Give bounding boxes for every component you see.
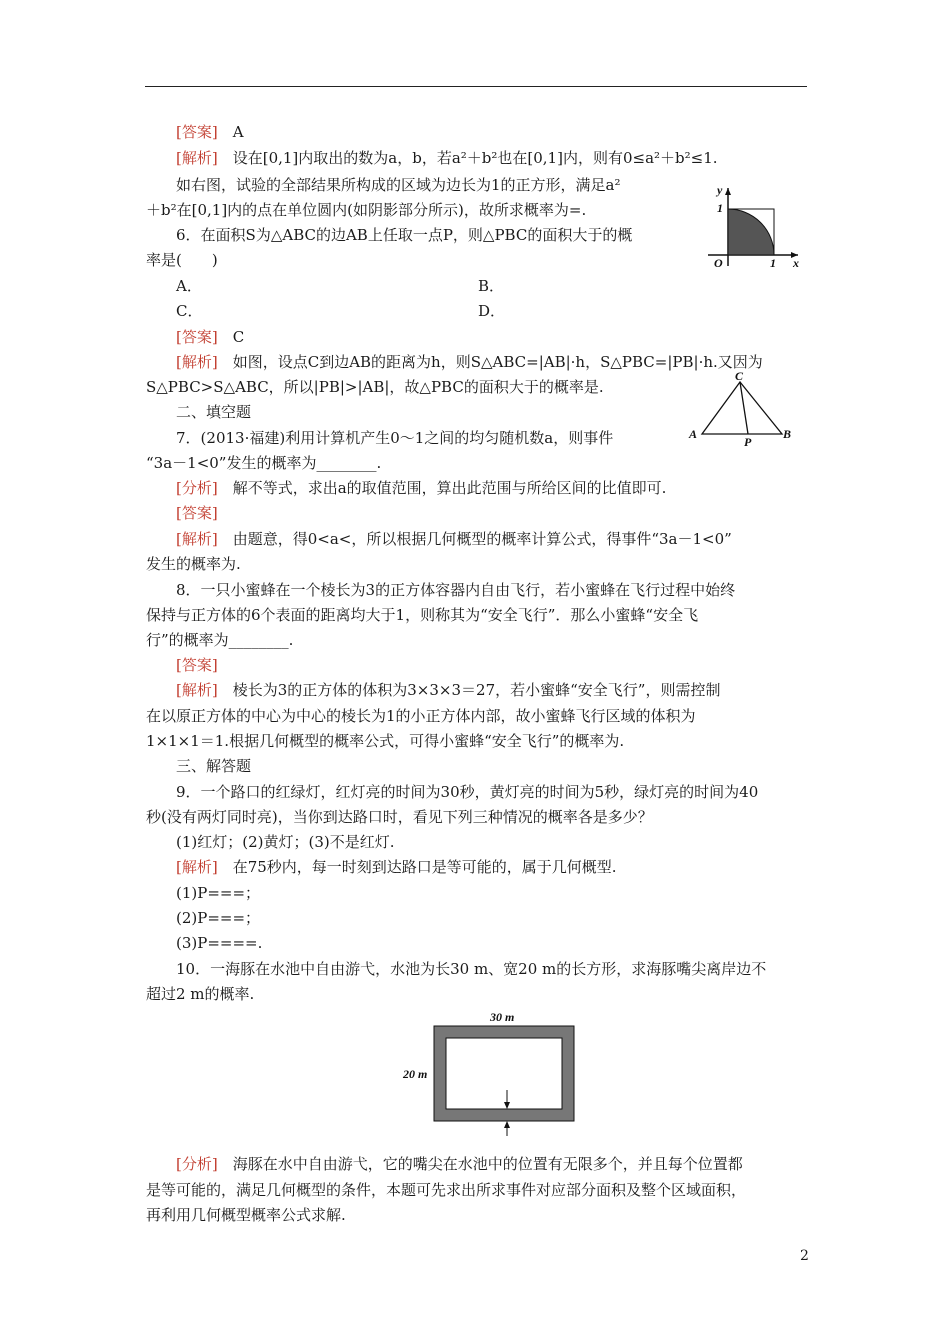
analysis-5: [解析] 设在[0,1]内取出的数为a，b，若a²＋b²也在[0,1]内，则有0≤a²＋b²≤1. — [176, 149, 718, 167]
quarter-circle-figure — [700, 180, 805, 268]
option-c: C． — [176, 302, 203, 320]
text-line: 发生的概率为. — [146, 555, 241, 573]
vertex-c-label: C — [735, 370, 744, 383]
analysis-7: [解析] 由题意，得0<a<，所以根据几何概型的概率计算公式，得事件“3a－1<0” — [176, 530, 732, 548]
text-line: 是等可能的，满足几何概型的条件，本题可先求出所求事件对应部分面积及整个区域面积， — [146, 1181, 747, 1199]
analysis-8: [解析] 棱长为3的正方体的体积为3×3×3＝27，若小蜜蜂“安全飞行”，则需控制 — [176, 681, 721, 699]
pool-height-label: 20 m — [403, 1067, 428, 1081]
text-line: 在以原正方体的中心为中心的棱长为1的小正方体内部，故小蜜蜂飞行区域的体积为 — [146, 707, 696, 725]
answer-8: [答案] — [176, 656, 218, 674]
vertex-a-label: A — [689, 427, 698, 441]
text-line: 如右图，试验的全部结果所构成的区域为边长为1的正方形，满足a² — [176, 176, 621, 194]
pool-inner-area — [446, 1038, 562, 1109]
y-axis-arrow — [725, 188, 731, 195]
section-answer: 三、解答题 — [176, 757, 252, 775]
option-a: A． — [176, 277, 202, 295]
text-line: 1×1×1＝1.根据几何概型的概率公式，可得小蜜蜂“安全飞行”的概率为. — [146, 732, 625, 750]
option-d: D． — [478, 302, 506, 320]
analysis-6: [解析] 如图，设点C到边AB的距离为h，则S△ABC=|AB|·h，S△PBC=|PB|·h.又因为 — [176, 353, 763, 371]
y-axis-label: y — [717, 183, 723, 197]
shaded-quarter-circle — [728, 209, 774, 255]
text-line: 保持与正方体的6个表面的距离均大于1，则称其为“安全飞行”．那么小蜜蜂“安全飞 — [146, 606, 699, 624]
option-b: B． — [478, 277, 505, 295]
text-line: ＋b²在[0,1]内的点在单位圆内(如阴影部分所示)，故所求概率为=. — [146, 201, 587, 219]
text-line: 秒(没有两灯同时亮)，当你到达路口时，看见下列三种情况的概率各是多少？ — [146, 808, 653, 826]
answer-5: [答案] A — [176, 123, 244, 141]
y-tick-label: 1 — [717, 201, 723, 215]
analysis-hint-10: [分析] 海豚在水中自由游弋，它的嘴尖在水池中的位置有无限多个，并且每个位置都 — [176, 1155, 743, 1173]
vertex-b-label: B — [783, 427, 792, 441]
origin-label: O — [714, 256, 723, 268]
text-line: (3)P====. — [176, 934, 263, 952]
header-rule — [145, 86, 807, 87]
analysis-hint-7: [分析] 解不等式，求出a的取值范围，算出此范围与所给区间的比值即可. — [176, 479, 667, 497]
pool-width-label: 30 m — [490, 1010, 515, 1024]
triangle-figure — [686, 370, 796, 448]
text-line: 再利用几何概型概率公式求解. — [146, 1206, 346, 1224]
arrow-outer-head — [504, 1121, 510, 1128]
page-number: 2 — [800, 1248, 809, 1264]
text-line: (1)红灯；(2)黄灯；(3)不是红灯. — [176, 833, 395, 851]
question-7: 7．(2013·福建)利用计算机产生0～1之间的均匀随机数a，则事件 — [176, 429, 614, 447]
question-9: 9．一个路口的红绿灯，红灯亮的时间为30秒，黄灯亮的时间为5秒，绿灯亮的时间为40 — [176, 783, 759, 801]
text-line: 行”的概率为________. — [146, 631, 294, 649]
text-line: 超过2 m的概率. — [146, 985, 255, 1003]
question-6: 6．在面积S为△ABC的边AB上任取一点P，则△PBC的面积大于的概 — [176, 226, 633, 244]
question-8: 8．一只小蜜蜂在一个棱长为3的正方体容器内自由飞行，若小蜜蜂在飞行过程中始终 — [176, 581, 736, 599]
pool-figure — [400, 1010, 585, 1140]
x-tick-label: 1 — [770, 256, 776, 268]
text-line: (2)P===； — [176, 909, 261, 927]
text-line: S△PBC>S△ABC，所以|PB|>|AB|，故△PBC的面积大于的概率是. — [146, 378, 604, 396]
text-line: (1)P===； — [176, 884, 261, 902]
answer-7: [答案] — [176, 504, 218, 522]
answer-6: [答案] C — [176, 328, 245, 346]
section-fill-blank: 二、填空题 — [176, 403, 252, 421]
x-axis-label: x — [793, 256, 799, 268]
triangle-abc — [702, 382, 782, 434]
text-line: “3a－1<0”发生的概率为________. — [146, 454, 382, 472]
point-p-label: P — [744, 435, 752, 448]
analysis-9: [解析] 在75秒内，每一时刻到达路口是等可能的，属于几何概型. — [176, 858, 617, 876]
question-10: 10．一海豚在水池中自由游弋，水池为长30 m、宽20 m的长方形，求海豚嘴尖离岸边不 — [176, 960, 767, 978]
text-line: 率是( ) — [146, 251, 218, 269]
